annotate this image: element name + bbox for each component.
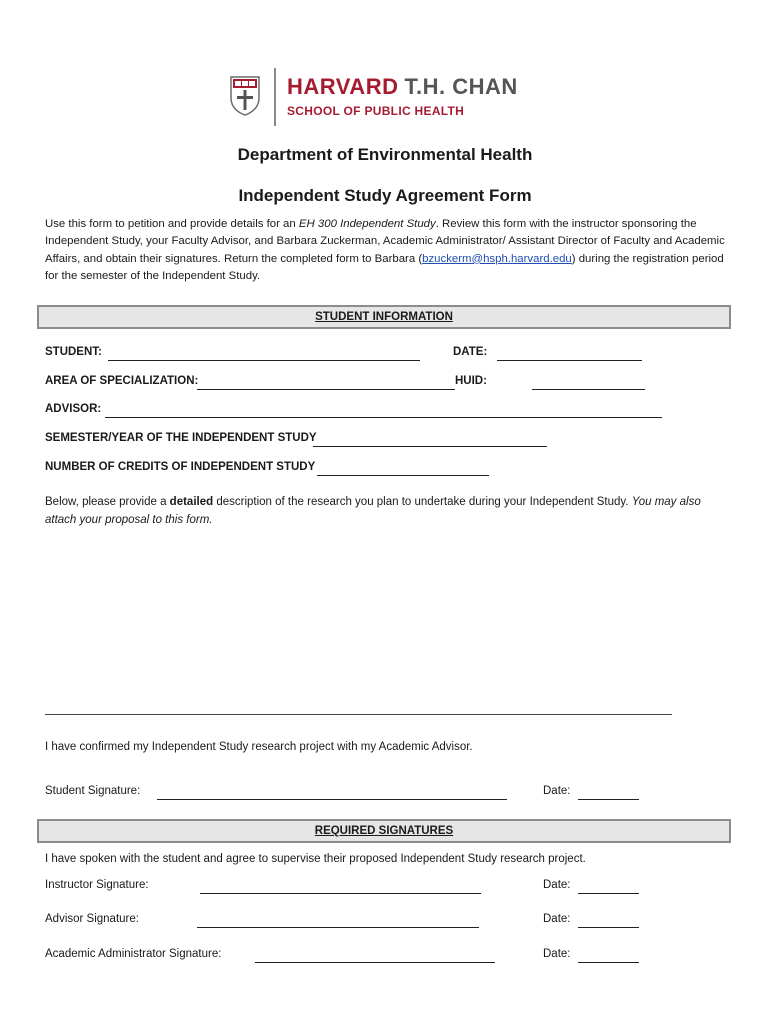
description-instructions: Below, please provide a detailed description of the research you plan to undertake during your Independent Study. You may also attach your proposal to this form. (45, 496, 701, 526)
instructor-signature-label: Instructor Signature: (45, 879, 149, 891)
academic-administrator-date-label: Date: (543, 948, 571, 960)
form-title: Independent Study Agreement Form (238, 186, 532, 205)
huid-field[interactable] (532, 389, 645, 390)
department-title: Department of Environmental Health (237, 145, 533, 164)
logo-divider (274, 68, 276, 126)
advisor-field[interactable] (105, 417, 662, 418)
student-signature-date-field[interactable] (578, 799, 639, 800)
advisor-label: ADVISOR: (45, 403, 102, 415)
student-label: STUDENT: (45, 346, 102, 358)
student-signature-label: Student Signature: (45, 785, 141, 797)
intro-paragraph: Use this form to petition and provide details for an EH 300 Independent Study. Review this form with the instructor sponsoring the Independent Study, your Faculty Advisor, and Barbara Zuckerman, Academic Administrator/ Assistant Director of Faculty and Academic Affairs, and obtain their signatures. Return the completed form to Barbara (bzuckerm@hsph.harvard.edu) during the registration period for the semester of the Independent Study. (45, 218, 725, 283)
instructor-date-field[interactable] (578, 893, 639, 894)
number-of-credits-field[interactable] (317, 475, 489, 476)
instructor-signature-field[interactable] (200, 893, 481, 894)
semester-year-label: SEMESTER/YEAR OF THE INDEPENDENT STUDY (45, 432, 317, 444)
student-name-field[interactable] (108, 360, 420, 361)
area-of-specialization-label: AREA OF SPECIALIZATION: (45, 375, 199, 387)
academic-administrator-signature-field[interactable] (255, 962, 495, 963)
supervision-statement: I have spoken with the student and agree to supervise their proposed Independent Study research project. (45, 853, 586, 865)
harvard-chan-logo (230, 68, 550, 128)
advisor-signature-field[interactable] (197, 927, 479, 928)
description-area-line[interactable] (45, 714, 672, 715)
area-of-specialization-field[interactable] (197, 389, 455, 390)
logo-harvard-text: HARVARD T.H. CHAN (287, 74, 518, 99)
instructor-date-label: Date: (543, 879, 571, 891)
email-link[interactable]: bzuckerm@hsph.harvard.edu (422, 252, 572, 265)
advisor-date-label: Date: (543, 913, 571, 925)
student-signature-field[interactable] (157, 799, 507, 800)
advisor-signature-label: Advisor Signature: (45, 913, 139, 925)
student-information-header: STUDENT INFORMATION (37, 305, 731, 329)
academic-administrator-date-field[interactable] (578, 962, 639, 963)
logo-school-text: SCHOOL OF PUBLIC HEALTH (287, 104, 465, 118)
harvard-shield-icon (230, 76, 260, 116)
date-field[interactable] (497, 360, 642, 361)
required-signatures-header: REQUIRED SIGNATURES (37, 819, 731, 843)
academic-administrator-signature-label: Academic Administrator Signature: (45, 948, 222, 960)
semester-year-field[interactable] (313, 446, 547, 447)
student-signature-date-label: Date: (543, 785, 571, 797)
huid-label: HUID: (455, 375, 487, 387)
advisor-confirmation-text: I have confirmed my Independent Study research project with my Academic Advisor. (45, 741, 473, 753)
number-of-credits-label: NUMBER OF CREDITS OF INDEPENDENT STUDY (45, 461, 316, 473)
advisor-date-field[interactable] (578, 927, 639, 928)
date-label: DATE: (453, 346, 488, 358)
